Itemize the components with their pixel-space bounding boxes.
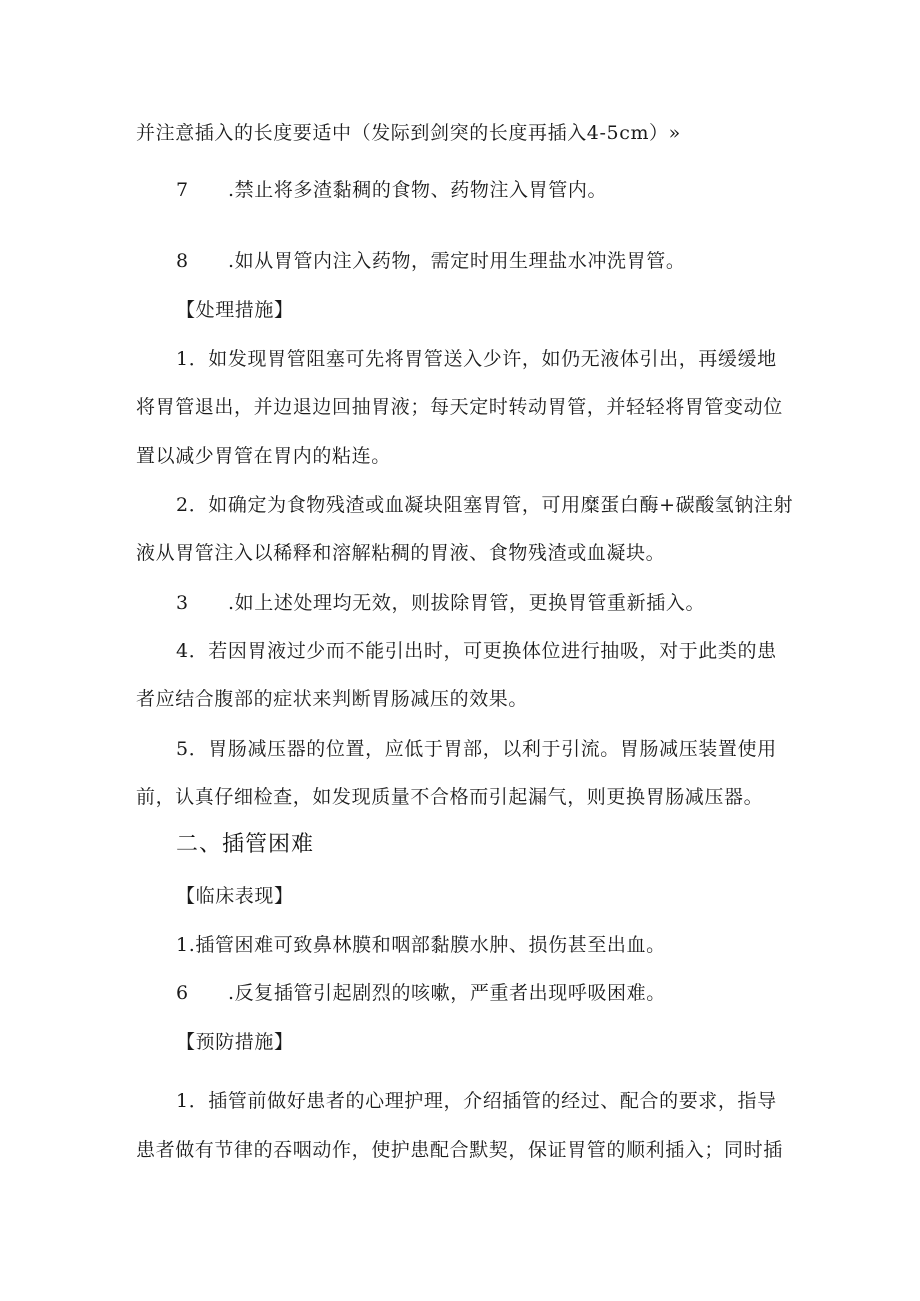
text-line: 前，认真仔细检查，如发现质量不合格而引起漏气，则更换胃肠减压器。 (136, 786, 764, 808)
text-line: 2．如确定为食物残渣或血凝块阻塞胃管，可用糜蛋白酶+碳酸氢钠注射 (176, 494, 794, 516)
text-line: .禁止将多渣黏稠的食物、药物注入胃管内。 (228, 179, 608, 201)
text-line: 者应结合腹部的症状来判断胃肠减压的效果。 (136, 688, 529, 710)
item-number: 8 (176, 250, 189, 272)
text-line: .反复插管引起剧烈的咳嗽，严重者出现呼吸困难。 (228, 982, 666, 1004)
text-line: 患者做有节律的吞咽动作，使护患配合默契，保证胃管的顺利插入；同时插 (136, 1139, 783, 1161)
text-line: 4．若因胃液过少而不能引出时，可更换体位进行抽吸，对于此类的患 (176, 640, 777, 662)
subheading-prevention: 【预防措施】 (176, 1031, 294, 1053)
text-line: 并注意插入的长度要适中（发际到剑突的长度再插入4-5cm）» (136, 122, 681, 144)
text-line: 1．插管前做好患者的心理护理，介绍插管的经过、配合的要求，指导 (176, 1090, 777, 1112)
item-number: 6 (176, 982, 189, 1004)
text-line: 5．胃肠减压器的位置，应低于胃部，以利于引流。胃肠减压装置使用 (176, 738, 777, 760)
text-line: 将胃管退出，并边退边回抽胃液；每天定时转动胃管，并轻轻将胃管变动位 (136, 396, 783, 418)
text-line: 1.插管困难可致鼻林膜和咽部黏膜水肿、损伤甚至出血。 (176, 934, 666, 956)
text-line: 1．如发现胃管阻塞可先将胃管送入少许，如仍无液体引出，再缓缓地 (176, 348, 777, 370)
section-heading: 二、插管困难 (176, 832, 315, 857)
text-line: 置以减少胃管在胃内的粘连。 (136, 445, 391, 467)
text-line: .如从胃管内注入药物，需定时用生理盐水冲洗胃管。 (228, 250, 686, 272)
text-line: 液从胃管注入以稀释和溶解粘稠的胃液、食物残渣或血凝块。 (136, 542, 666, 564)
item-number: 7 (176, 179, 189, 201)
subheading-treatment: 【处理措施】 (176, 299, 294, 321)
item-number: 3 (176, 592, 189, 614)
subheading-clinical: 【临床表现】 (176, 885, 294, 907)
text-line: .如上述处理均无效，则拔除胃管，更换胃管重新插入。 (228, 592, 706, 614)
